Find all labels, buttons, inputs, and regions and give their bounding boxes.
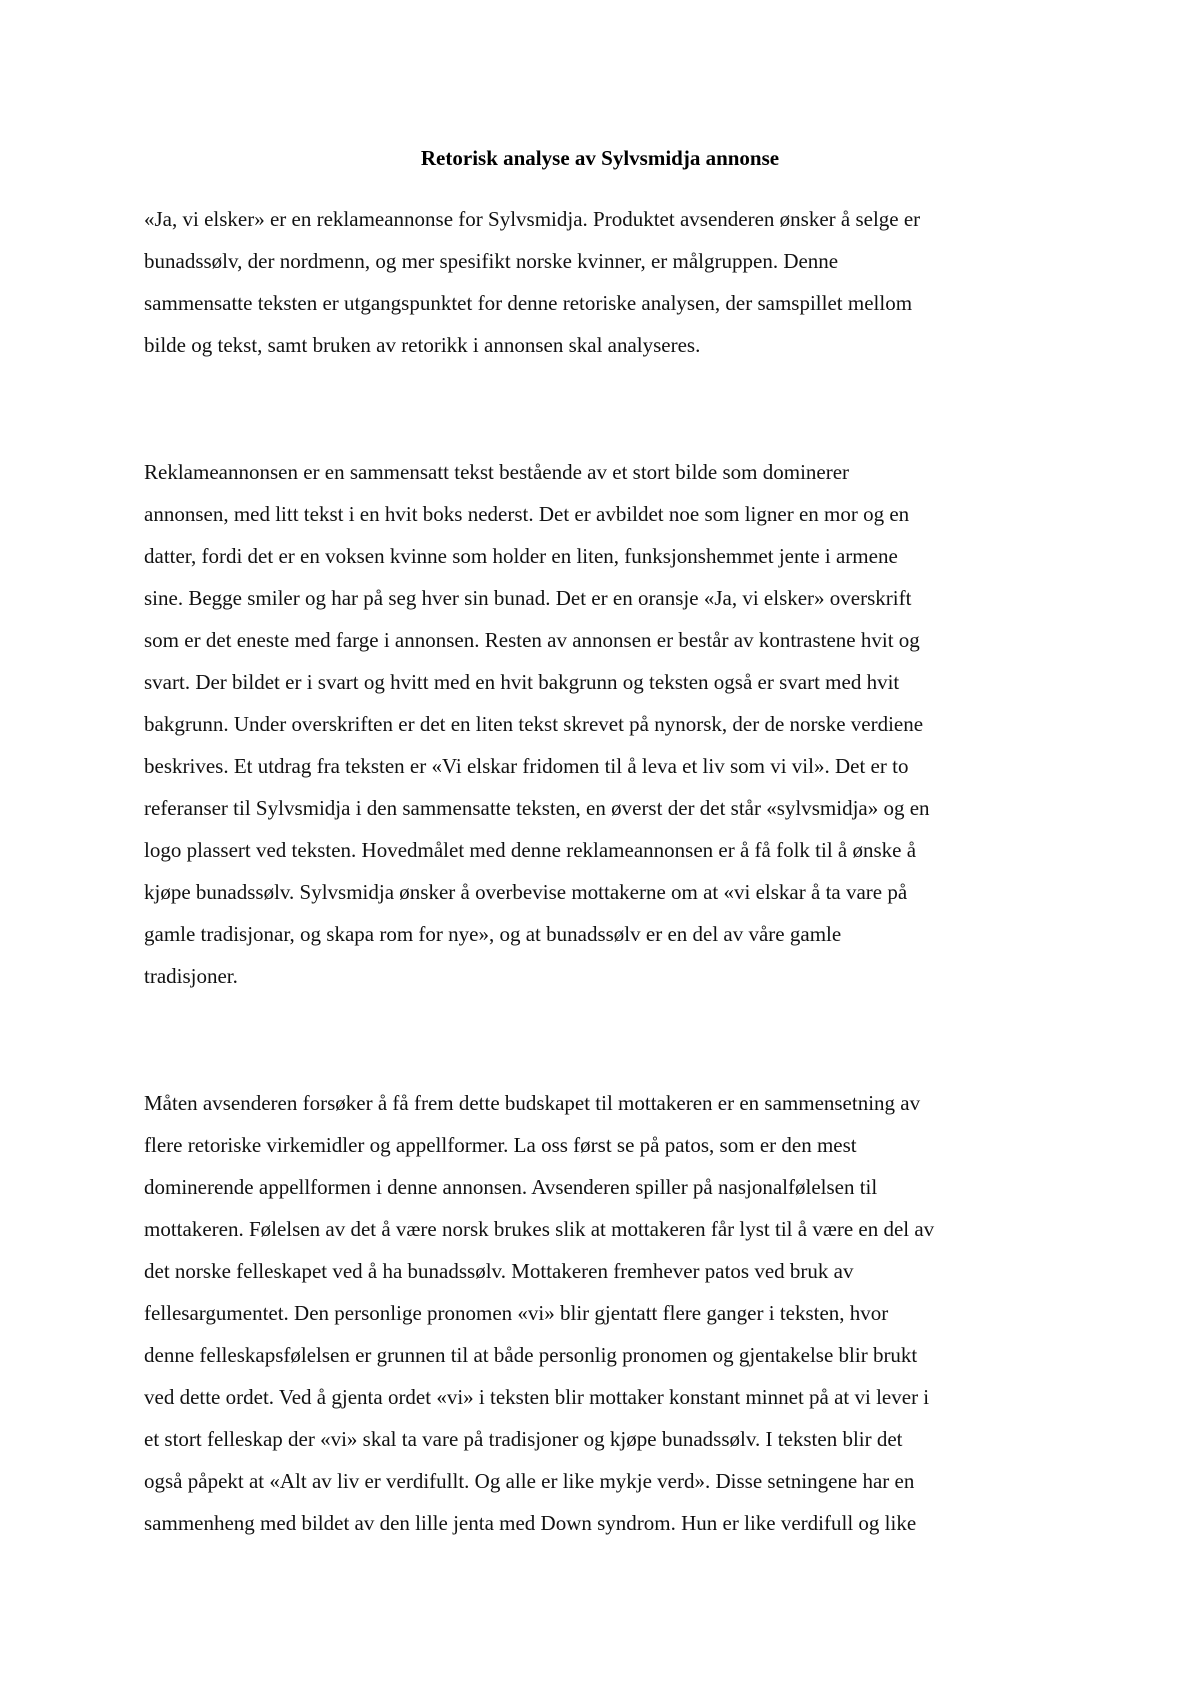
paragraph-3-line-11: sammenheng med bildet av den lille jenta med Down syndrom. Hun er like verdifull og like	[144, 1511, 917, 1535]
paragraph-2-line-3: datter, fordi det er en voksen kvinne som holder en liten, funksjonshemmet jente i armene	[144, 544, 898, 568]
paragraph-1-line-4: bilde og tekst, samt bruken av retorikk i annonsen skal analyseres.	[144, 333, 701, 357]
paragraph-2-line-12: gamle tradisjonar, og skapa rom for nye», og at bunadssølv er en del av våre gamle	[144, 922, 842, 946]
paragraph-2-line-9: referanser til Sylvsmidja i den sammensatte teksten, en øverst der det står «sylvsmidja» og en	[144, 796, 930, 820]
paragraph-2-line-7: bakgrunn. Under overskriften er det en liten tekst skrevet på nynorsk, der de norske verdiene	[144, 712, 924, 736]
paragraph-2-line-6: svart. Der bildet er i svart og hvitt med en hvit bakgrunn og teksten også er svart med hvit	[144, 670, 900, 694]
paragraph-3-line-10: også påpekt at «Alt av liv er verdifullt. Og alle er like mykje verd». Disse setningene har en	[144, 1469, 915, 1493]
paragraph-2-line-1: Reklameannonsen er en sammensatt tekst bestående av et stort bilde som dominerer	[144, 460, 850, 484]
paragraph-1-line-1: «Ja, vi elsker» er en reklameannonse for Sylvsmidja. Produktet avsenderen ønsker å selge er	[144, 207, 921, 231]
paragraph-3-line-5: det norske felleskapet ved å ha bunadssølv. Mottakeren fremhever patos ved bruk av	[144, 1259, 854, 1283]
paragraph-2-line-8: beskrives. Et utdrag fra teksten er «Vi elskar fridomen til å leva et liv som vi vil». Det er to	[144, 754, 909, 778]
paragraph-3-line-2: flere retoriske virkemidler og appellformer. La oss først se på patos, som er den mest	[144, 1133, 857, 1157]
paragraph-2-line-2: annonsen, med litt tekst i en hvit boks nederst. Det er avbildet noe som ligner en mor og en	[144, 502, 910, 526]
paragraph-3-line-6: fellesargumentet. Den personlige pronomen «vi» blir gjentatt flere ganger i teksten, hvor	[144, 1301, 889, 1325]
paragraph-3-line-3: dominerende appellformen i denne annonsen. Avsenderen spiller på nasjonalfølelsen til	[144, 1175, 878, 1199]
paragraph-3-line-9: et stort felleskap der «vi» skal ta vare på tradisjoner og kjøpe bunadssølv. I teksten blir det	[144, 1427, 903, 1451]
document-title: Retorisk analyse av Sylvsmidja annonse	[420, 146, 780, 170]
paragraph-2-line-5: som er det eneste med farge i annonsen. Resten av annonsen er består av kontrastene hvit og	[144, 628, 920, 652]
paragraph-2-line-13: tradisjoner.	[144, 964, 238, 988]
paragraph-1-line-2: bunadssølv, der nordmenn, og mer spesifikt norske kvinner, er målgruppen. Denne	[144, 249, 839, 273]
paragraph-3-line-8: ved dette ordet. Ved å gjenta ordet «vi» i teksten blir mottaker konstant minnet på at vi lever i	[144, 1385, 930, 1409]
paragraph-2-line-11: kjøpe bunadssølv. Sylvsmidja ønsker å overbevise mottakerne om at «vi elskar å ta vare på	[144, 880, 908, 904]
paragraph-2-line-4: sine. Begge smiler og har på seg hver sin bunad. Det er en oransje «Ja, vi elsker» overskrift	[144, 586, 912, 610]
paragraph-2-line-10: logo plassert ved teksten. Hovedmålet med denne reklameannonsen er å få folk til å ønske å	[144, 838, 917, 862]
paragraph-3-line-7: denne felleskapsfølelsen er grunnen til at både personlig pronomen og gjentakelse blir brukt	[144, 1343, 918, 1367]
paragraph-3-line-4: mottakeren. Følelsen av det å være norsk brukes slik at mottakeren får lyst til å være en del av	[144, 1217, 935, 1241]
paragraph-1-line-3: sammensatte teksten er utgangspunktet for denne retoriske analysen, der samspillet mellom	[144, 291, 913, 315]
paragraph-3-line-1: Måten avsenderen forsøker å få frem dette budskapet til mottakeren er en sammensetning av	[144, 1091, 921, 1115]
